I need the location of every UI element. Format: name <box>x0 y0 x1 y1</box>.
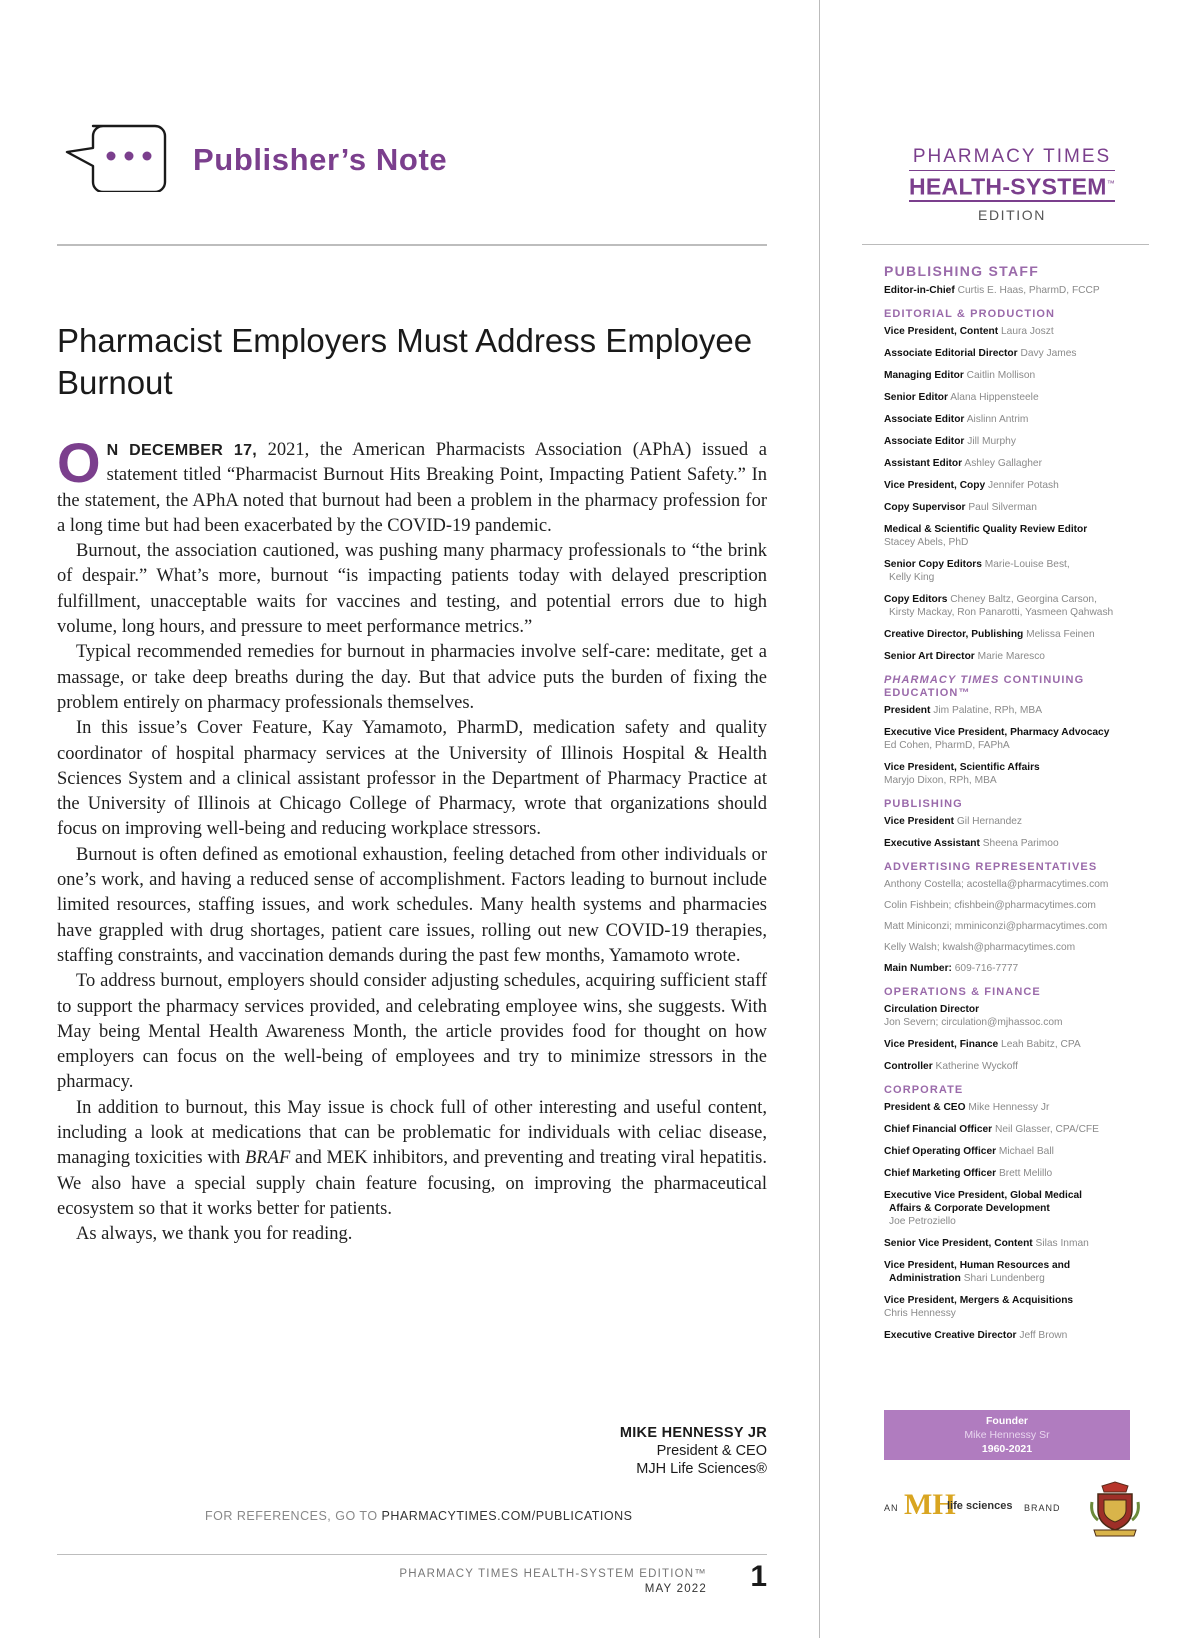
staff-name: Mike Hennessy Jr <box>968 1102 1050 1113</box>
staff-entry <box>884 815 1154 828</box>
staff-role: Senior Art Director <box>884 651 975 662</box>
staff-entry <box>884 593 1154 619</box>
staff-name: Maryjo Dixon, RPh, MBA <box>884 775 997 786</box>
paragraph-1-text: 2021, the American Pharmacists Association (APhA) issued a statement titled “Pharmacist Burnout Hits Breaking Point, Impacting Patient Safety.” In the statement, the APhA noted that burnout had been a problem in the pharmacy profession for a long time but had been exacerbated by the COVID-19 pandemic. <box>57 440 767 536</box>
staff-name: Laura Joszt <box>1001 326 1054 337</box>
staff-role: Medical & Scientific Quality Review Editor <box>884 524 1088 535</box>
founder-name: Mike Hennessy Sr <box>964 1429 1050 1441</box>
staff-role: Executive Vice President, Global Medical <box>884 1190 1082 1201</box>
article-headline: Pharmacist Employers Must Address Employee Burnout <box>57 322 753 401</box>
staff-name: Jeff Brown <box>1019 1330 1068 1341</box>
staff-entry <box>884 413 1154 426</box>
staff-entry <box>884 391 1154 404</box>
staff-role: Associate Editor <box>884 436 965 447</box>
staff-name: Ashley Gallagher <box>964 458 1042 469</box>
staff-role: Assistant Editor <box>884 458 963 469</box>
advertising-heading: ADVERTISING REPRESENTATIVES <box>884 861 1098 873</box>
footer-date: MAY 2022 <box>644 1583 707 1595</box>
logo-line-2 <box>862 171 1162 200</box>
bottom-divider <box>57 1554 767 1555</box>
mjh-brand-logo <box>884 1490 1064 1520</box>
staff-name: Alana Hippensteele <box>950 392 1039 403</box>
staff-role: Vice President, Mergers & Acquisitions <box>884 1295 1074 1306</box>
staff-name: Neil Glasser, CPA/CFE <box>994 1124 1099 1135</box>
staff-entry <box>884 501 1154 514</box>
ce-heading-rest: CONTINUING EDUCATION™ <box>884 674 1085 699</box>
staff-name: Davy James <box>1020 348 1077 359</box>
article-column <box>57 0 767 1638</box>
brand-word: BRAND <box>1024 1503 1061 1513</box>
family-crest-icon <box>1088 1480 1142 1538</box>
staff-entry <box>884 1145 1154 1158</box>
staff-entry <box>884 1167 1154 1180</box>
staff-role: Senior Vice President, Content <box>884 1238 1033 1249</box>
founder-label: Founder <box>986 1415 1028 1427</box>
staff-name: Cheney Baltz, Georgina Carson, <box>950 594 1097 605</box>
operations-heading: OPERATIONS & FINANCE <box>884 986 1041 998</box>
staff-name: Sheena Parimoo <box>982 838 1059 849</box>
staff-name: Kirsty Mackay, Ron Panarotti, Yasmeen Qahwash <box>889 607 1114 618</box>
staff-entry <box>884 837 1154 850</box>
staff-role: Copy Editors <box>884 594 948 605</box>
staff-entry <box>884 1259 1154 1285</box>
logo-line-3: EDITION <box>978 206 1046 223</box>
founder-years: 1960-2021 <box>981 1443 1033 1455</box>
staff-name: Shari Lundenberg <box>963 1273 1045 1284</box>
staff-list <box>884 265 1154 1351</box>
paragraph-7-part-b: and MEK inhibitors, and preventing and treating viral hepatitis. We also have a special supply chain feature focusing, on improving the pharmaceutical ecosystem so that it works better for patients. <box>57 1148 767 1219</box>
founder-box <box>884 1410 1130 1460</box>
staff-entry <box>884 628 1154 641</box>
logo-rule-2 <box>909 200 1115 202</box>
staff-entry <box>884 1294 1154 1320</box>
logo-line-2-text: HEALTH-SYSTEM <box>908 173 1107 200</box>
staff-entry <box>884 1101 1154 1114</box>
page-footer <box>399 1567 707 1597</box>
paragraph-5: Burnout is often defined as emotional exhaustion, feeling detached from other individuals or one’s work, and having a reduced sense of accomplishment. Factors leading to burnout include limited resources, staffing issues, and work schedules. Many health systems and pharmacies have grappled with drug shortages, patient care issues, rolling out new COVID-19 therapies, staffing constraints, and vaccination demands during the past few months, Yamamoto wrote. <box>57 844 767 966</box>
staff-entry <box>884 1003 1154 1029</box>
footer-publication: PHARMACY TIMES HEALTH-SYSTEM EDITION™ <box>399 1568 707 1580</box>
staff-entry <box>884 1038 1154 1051</box>
staff-entry <box>884 650 1154 663</box>
staff-entry <box>884 347 1154 360</box>
staff-name: Chris Hennessy <box>884 1308 956 1319</box>
staff-name: Marie Maresco <box>977 651 1045 662</box>
staff-role: Senior Editor <box>884 392 948 403</box>
staff-name: Melissa Feinen <box>1026 629 1095 640</box>
logo-line-1: PHARMACY TIMES <box>912 146 1112 167</box>
publishing-staff-heading: PUBLISHING STAFF <box>884 263 1040 279</box>
staff-name: Silas Inman <box>1035 1238 1089 1249</box>
staff-entry <box>884 1329 1154 1342</box>
masthead-column <box>862 0 1180 1638</box>
staff-entry <box>884 1189 1154 1228</box>
staff-role: Creative Director, Publishing <box>884 629 1024 640</box>
staff-role: Associate Editor <box>884 414 965 425</box>
advertising-contact: Colin Fishbein; cfishbein@pharmacytimes.com <box>884 900 1096 911</box>
staff-name: Marie-Louise Best, <box>984 559 1070 570</box>
top-divider <box>57 244 767 246</box>
staff-role: President <box>884 705 931 716</box>
staff-entry <box>884 523 1154 549</box>
staff-role: Copy Supervisor <box>884 502 966 513</box>
staff-role: Affairs & Corporate Development <box>889 1203 1050 1214</box>
staff-role: Controller <box>884 1061 933 1072</box>
publishing-heading: PUBLISHING <box>884 798 963 810</box>
staff-name: Katherine Wyckoff <box>935 1061 1018 1072</box>
staff-role: Editor-in-Chief <box>884 285 955 296</box>
staff-entry <box>884 479 1154 492</box>
logo-tm: ™ <box>1106 179 1115 188</box>
staff-role: Associate Editorial Director <box>884 348 1018 359</box>
staff-name: Ed Cohen, PharmD, FAPhA <box>884 740 1010 751</box>
staff-role: Vice President, Scientific Affairs <box>884 762 1040 773</box>
staff-name: Jennifer Potash <box>988 480 1059 491</box>
staff-role: Vice President, Copy <box>884 480 986 491</box>
staff-name: Jim Palatine, RPh, MBA <box>933 705 1042 716</box>
publication-logo <box>862 146 1162 223</box>
staff-role: Administration <box>889 1273 961 1284</box>
signature-company: MJH Life Sciences® <box>636 1461 767 1477</box>
paragraph-7-part-a: In addition to burnout, this May issue is chock full of other interesting and useful content, including a look at medications that can be problematic for individuals with celiac disease, managing toxicities with <box>57 1097 767 1169</box>
signature-name: MIKE HENNESSY JR <box>619 1425 767 1441</box>
brand-mark: MH <box>904 1488 956 1521</box>
paragraph-1 <box>57 431 767 539</box>
page-number: 1 <box>750 1560 767 1593</box>
staff-role: Executive Assistant <box>884 838 980 849</box>
editorial-heading: EDITORIAL & PRODUCTION <box>884 308 1056 320</box>
continuing-education-heading <box>884 674 1154 700</box>
staff-entry <box>884 1237 1154 1250</box>
staff-entry <box>884 457 1154 470</box>
staff-entry <box>884 325 1154 338</box>
lead-in: N DECEMBER 17, <box>106 442 258 459</box>
staff-entry <box>884 1123 1154 1136</box>
paragraph-2: Burnout, the association cautioned, was pushing many pharmacy professionals to “the brink of despair.” What’s more, burnout “is impacting patients today with delayed prescription fulfillment, unacceptable waits for vaccines and testing, and potential errors due to high volume, long hours, and pressure to meet performance metrics.” <box>57 541 767 638</box>
drop-cap: O <box>57 431 101 494</box>
staff-role: Senior Copy Editors <box>884 559 982 570</box>
staff-name: Stacey Abels, PhD <box>884 537 969 548</box>
staff-role: Chief Financial Officer <box>884 1124 993 1135</box>
staff-entry <box>884 962 1154 975</box>
staff-name: Leah Babitz, CPA <box>1001 1039 1081 1050</box>
section-title: Publisher’s Note <box>193 142 448 177</box>
references-prefix: FOR REFERENCES, GO TO <box>205 1509 382 1523</box>
paragraph-8: As always, we thank you for reading. <box>76 1224 353 1245</box>
paragraph-4: In this issue’s Cover Feature, Kay Yamamoto, PharmD, medication safety and quality coordinator of hospital pharmacy services at the University of Illinois Hospital & Health Sciences System and a clinical assistant professor in the Department of Pharmacy Practice at the University of Illinois at Chicago College of Pharmacy, wrote that organizations should focus on improving well-being and reducing workplace stressors. <box>57 718 767 840</box>
staff-name: Joe Petroziello <box>889 1216 956 1227</box>
staff-entry <box>884 435 1154 448</box>
staff-name: Jill Murphy <box>967 436 1016 447</box>
references-link[interactable]: PHARMACYTIMES.COM/PUBLICATIONS <box>381 1509 633 1523</box>
brand-life-sciences: life sciences <box>947 1500 1013 1512</box>
corporate-heading: CORPORATE <box>884 1084 964 1096</box>
staff-role: Main Number: <box>884 963 952 974</box>
staff-name: 609-716-7777 <box>954 963 1019 974</box>
article-body <box>57 431 767 1248</box>
staff-name: Kelly King <box>889 572 935 583</box>
masthead-divider <box>862 244 1149 245</box>
staff-role: Managing Editor <box>884 370 964 381</box>
staff-name: Aislinn Antrim <box>966 414 1029 425</box>
staff-role: Vice President <box>884 816 955 827</box>
staff-role: Circulation Director <box>884 1004 980 1015</box>
staff-role: Vice President, Content <box>884 326 999 337</box>
signature-title: President & CEO <box>656 1443 767 1459</box>
staff-role: Chief Operating Officer <box>884 1146 997 1157</box>
references-note <box>205 1509 632 1523</box>
staff-role: Executive Vice President, Pharmacy Advocacy <box>884 727 1110 738</box>
staff-entry <box>884 558 1154 584</box>
staff-role: President & CEO <box>884 1102 966 1113</box>
braf-italic: BRAF <box>245 1148 291 1169</box>
staff-role: Executive Creative Director <box>884 1330 1017 1341</box>
staff-role: Chief Marketing Officer <box>884 1168 997 1179</box>
staff-entry <box>884 726 1154 752</box>
staff-name: Caitlin Mollison <box>966 370 1036 381</box>
publishers-note-header <box>57 118 767 198</box>
staff-entry <box>884 369 1154 382</box>
brand-an: AN <box>884 1503 899 1513</box>
staff-role: Vice President, Human Resources and <box>884 1260 1071 1271</box>
advertising-contact: Anthony Costella; acostella@pharmacytimes.com <box>884 879 1109 890</box>
speech-bubble-icon <box>63 122 173 192</box>
staff-name: Gil Hernandez <box>956 816 1022 827</box>
staff-entry <box>884 761 1154 787</box>
paragraph-3: Typical recommended remedies for burnout in pharmacies involve self-care: meditate, get a massage, or take deep breaths during the day. But that advice puts the burden of fixing the problem entirely on pharmacy professionals themselves. <box>57 642 767 713</box>
column-divider <box>819 0 820 1638</box>
ce-heading-italic: PHARMACY TIMES <box>884 674 1000 686</box>
staff-entry <box>884 284 1154 297</box>
staff-name: Michael Ball <box>998 1146 1054 1157</box>
staff-entry <box>884 1060 1154 1073</box>
paragraph-6: To address burnout, employers should consider adjusting schedules, acquiring sufficient staff to support the pharmacy services provided, and celebrating employee wins, she suggests. With May being Mental Health Awareness Month, the article provides food for thought on how employers can focus on the well-being of employees and try to minimize stressors in the pharmacy. <box>57 971 767 1093</box>
staff-role: Vice President, Finance <box>884 1039 999 1050</box>
advertising-contact: Matt Miniconzi; mminiconzi@pharmacytimes.com <box>884 921 1108 932</box>
staff-name: Paul Silverman <box>968 502 1037 513</box>
advertising-contact: Kelly Walsh; kwalsh@pharmacytimes.com <box>884 942 1076 953</box>
staff-name: Curtis E. Haas, PharmD, FCCP <box>957 285 1100 296</box>
staff-entry <box>884 704 1154 717</box>
staff-name: Brett Melillo <box>998 1168 1053 1179</box>
signature-block <box>620 1424 767 1478</box>
paragraph-7 <box>57 1096 767 1222</box>
staff-name: Jon Severn; circulation@mjhassoc.com <box>884 1017 1063 1028</box>
